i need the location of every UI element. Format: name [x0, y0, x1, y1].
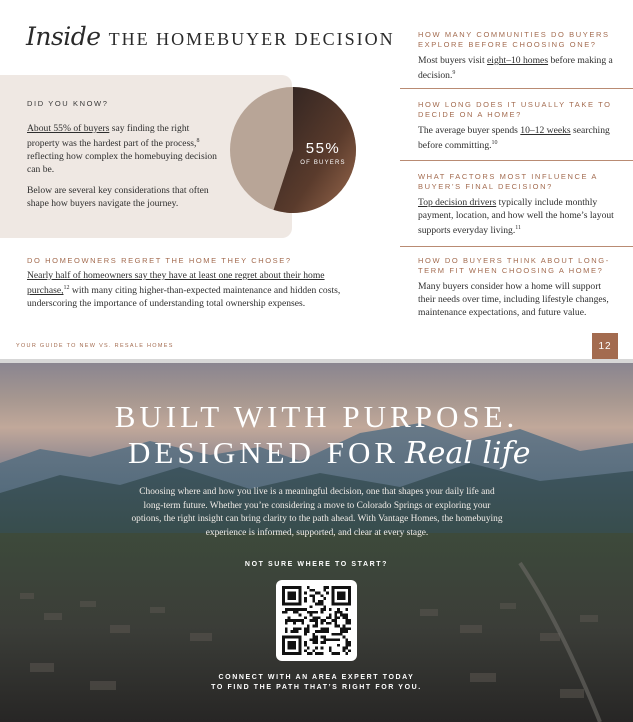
headline-script-word: Real life	[405, 436, 531, 471]
faq-long-term-fit	[418, 256, 618, 319]
headline-line-2-text: DESIGNED FOR	[128, 435, 400, 470]
promo-page	[0, 363, 633, 722]
faq-answer	[418, 280, 618, 319]
regret-section	[27, 256, 347, 310]
headline-line-2	[128, 435, 530, 471]
faq-answer-pre: The average buyer spends	[418, 125, 521, 136]
faq-answer	[418, 196, 618, 237]
pie-sub-label: OF BUYERS	[300, 160, 346, 166]
faq-answer	[418, 54, 618, 82]
regret-kicker: DO HOMEOWNERS REGRET THE HOME THEY CHOSE?	[27, 256, 292, 265]
faq-answer-post: Many buyers consider how a home will support their needs over time, including lifestyle changes, maintenance expectations, and future value.	[418, 281, 609, 318]
regret-text	[27, 269, 347, 310]
cta-connect-line-2: TO FIND THE PATH THAT’S RIGHT FOR YOU.	[211, 684, 422, 691]
stat-footnote-ref: 8	[196, 138, 200, 144]
title-script-word: Inside	[26, 22, 101, 51]
regret-footnote-ref: 12	[63, 285, 70, 291]
faq-link[interactable]: eight–10 homes	[487, 55, 549, 66]
footer-guide-title: YOUR GUIDE TO NEW VS. RESALE HOMES	[16, 343, 174, 349]
stat-tail: reflecting how complex the homebuying decision can be.	[27, 151, 217, 176]
qr-code-icon[interactable]	[276, 580, 357, 661]
did-you-know-stat	[27, 122, 217, 176]
headline-line-1: BUILT WITH PURPOSE.	[114, 399, 519, 434]
faq-link[interactable]: Top decision drivers	[418, 197, 497, 208]
faq-answer-post: searching before committing.	[418, 125, 610, 152]
did-you-know-kicker: DID YOU KNOW?	[27, 99, 109, 108]
faq-footnote-ref: 10	[491, 140, 498, 146]
faq-answer-pre: Most buyers visit	[418, 55, 488, 66]
faq-kicker: HOW DO BUYERS THINK ABOUT LONG-TERM FIT WHEN CHOOSING A HOME?	[418, 256, 610, 275]
cta-connect-line-1: CONNECT WITH AN AREA EXPERT TODAY	[218, 674, 415, 681]
pie-value-label: 55%	[305, 140, 341, 157]
page-number-badge: 12	[592, 333, 618, 359]
faq-decision-factors	[418, 172, 618, 237]
faq-decision-time	[418, 100, 618, 152]
faq-footnote-ref: 9	[452, 70, 456, 76]
faq-footnote-ref: 11	[515, 225, 522, 231]
faq-communities	[418, 30, 618, 82]
faq-kicker: WHAT FACTORS MOST INFLUENCE A BUYER’S FINAL DECISION?	[418, 172, 598, 191]
title-main-text: THE HOMEBUYER DECISION	[108, 29, 395, 49]
regret-rest: with many citing higher-than-expected maintenance and hidden costs, underscoring the importance of understanding total ownership expenses.	[27, 285, 341, 310]
faq-kicker: HOW LONG DOES IT USUALLY TAKE TO DECIDE ON A HOME?	[418, 100, 612, 119]
faq-divider	[400, 88, 633, 89]
faq-link[interactable]: 10–12 weeks	[520, 125, 571, 136]
faq-kicker: HOW MANY COMMUNITIES DO BUYERS EXPLORE BEFORE CHOOSING ONE?	[418, 30, 610, 49]
regret-link[interactable]: Nearly half of homeowners say they have at least one regret about their home purchase,	[27, 270, 325, 297]
cta-question: NOT SURE WHERE TO START?	[244, 561, 389, 568]
cta-connect	[0, 673, 633, 693]
page-title	[26, 22, 395, 51]
stat-rest: say finding the right property was the hardest part of the process,	[27, 123, 197, 150]
stat-link[interactable]: About 55% of buyers	[27, 123, 110, 134]
faq-answer-post: typically include monthly payment, location, and how well the home’s layout supports everyday living.	[418, 197, 614, 237]
faq-divider	[400, 246, 633, 247]
faq-answer	[418, 124, 618, 152]
faq-divider	[400, 160, 633, 161]
qr-code-graphic	[282, 586, 351, 655]
intro-paragraph: Choosing where and how you live is a meaningful decision, one that shapes your daily life and long-term future. Whether you’re considering a move to Colorado Springs or exploring your options, the right insight can bring clarity to the path ahead. With Vantage Homes, the homebuying experience is informed, supported, and clear at every stage.	[131, 487, 503, 538]
faq-answer-post: before making a decision.	[418, 55, 613, 82]
did-you-know-paragraph: Below are several key considerations that often shape how buyers navigate the journey.	[27, 185, 209, 209]
